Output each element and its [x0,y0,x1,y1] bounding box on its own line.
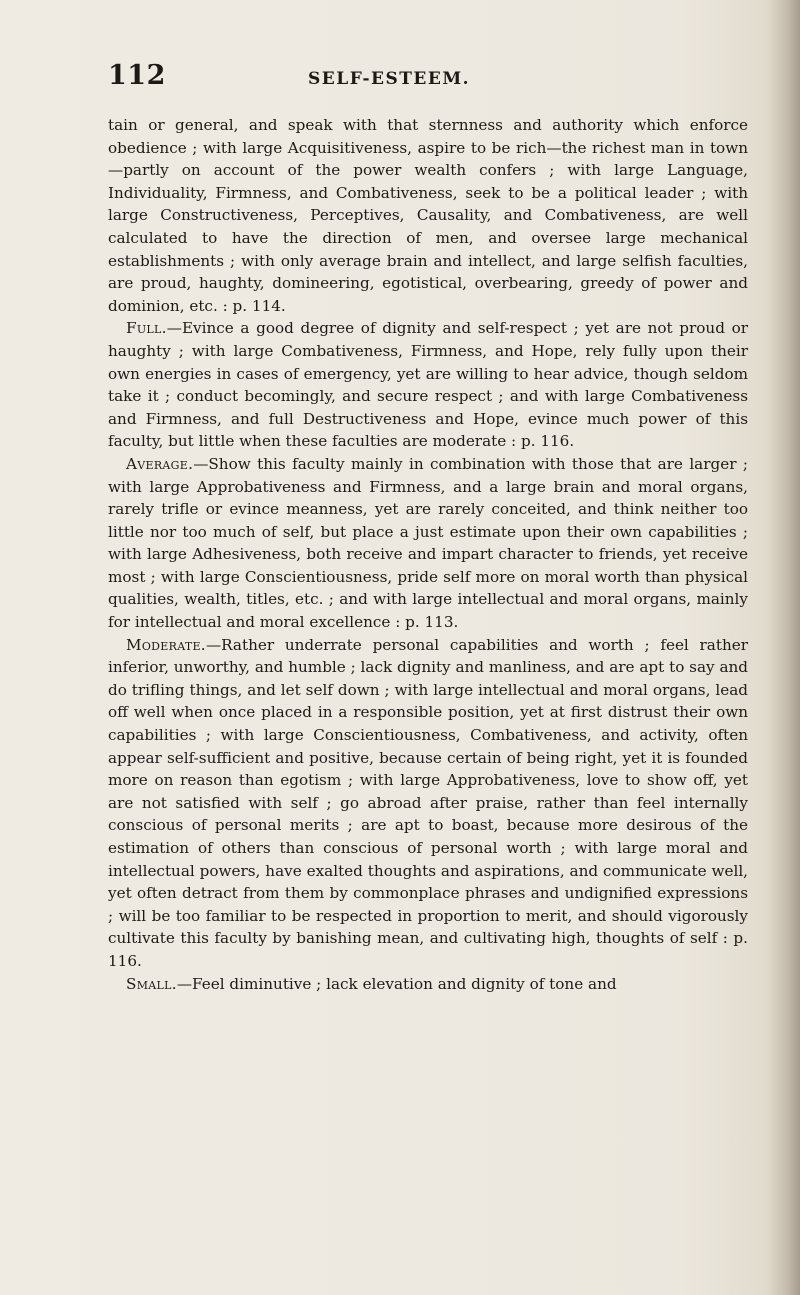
paragraph-text: tain or general, and speak with that sternness and authority which enforce obedience ; with large Acquisitiveness, aspire to be rich—the richest man in town—partly on account of the power wealth confers ; with large Language, Individuality, Firmness, and Combativeness, seek to be a political leader ; with large Constructiveness, Perceptives, Causality, and Combativeness, are well calculated to have the direction of men, and oversee large mechanical establishments ; with only average brain and intellect, and large selfish faculties, are proud, haughty, domineering, egotistical, overbearing, greedy of power and dominion, etc. : p. 114. [108,116,748,315]
paragraph-text: —Feel diminutive ; lack elevation and dignity of tone and [176,974,617,993]
paragraph-full [108,317,748,453]
paragraph-label: Average. [126,454,194,473]
paragraph-continuation [108,114,748,317]
paragraph-moderate [108,634,748,973]
paragraph-label: Full. [126,319,167,338]
paragraph-text: —Rather underrate personal capabilities and worth ; feel rather inferior, unworthy, and humble ; lack dignity and manliness, and are apt to say and do trifling things, and let self down ; with large intellectual and moral organs, lead off well when once placed in a responsible position, yet at first distrust their own capabilities ; with large Conscientiousness, Combativeness, and activity, often appear self-sufficient and positive, because certain of being right, yet it is founded more on reason than egotism ; with large Approbativeness, love to show off, yet are not satisfied with self ; go abroad after praise, rather than feel internally conscious of personal merits ; are apt to boast, because more desirous of the estimation of others than conscious of personal worth ; with large moral and intellectual powers, have exalted thoughts and aspirations, and communicate well, yet often detract from them by commonplace phrases and undignified expressions ; will be too familiar to be respected in proportion to merit, and should vigorously cultivate this faculty by banishing mean, and cultivating high, thoughts of self : p. 116. [108,635,748,970]
paragraph-text: —Evince a good degree of dignity and self-respect ; yet are not proud or haughty ; with large Combativeness, Firmness, and Hope, rely fully upon their own energies in cases of emergency, yet are willing to hear advice, though seldom take it ; conduct becomingly, and secure respect ; and with large Combativeness and Firmness, and full Destructiveness and Hope, evince much power of this faculty, but little when these faculties are moderate : p. 116. [108,319,748,451]
paragraph-label: Small. [126,974,177,993]
page-header [108,60,748,100]
page-number: 112 [108,60,166,91]
paragraph-label: Moderate. [126,635,206,654]
paragraph-average [108,453,748,634]
paragraph-small [108,973,748,996]
page-edge-shadow [768,0,800,1295]
body-text [108,114,748,995]
running-head: SELF-ESTEEM. [308,69,471,89]
paragraph-text: —Show this faculty mainly in combination with those that are larger ; with large Approbativeness and Firmness, and a large brain and moral organs, rarely trifle or evince meanness, yet are rarely conceited, and think neither too little nor too much of self, but place a just estimate upon their own capabilities ; with large Adhesiveness, both receive and impart character to friends, yet receive most ; with large Conscientiousness, pride self more on moral worth than physical qualities, wealth, titles, etc. ; and with large intellectual and moral organs, mainly for intellectual and moral excellence : p. 113. [108,454,748,632]
